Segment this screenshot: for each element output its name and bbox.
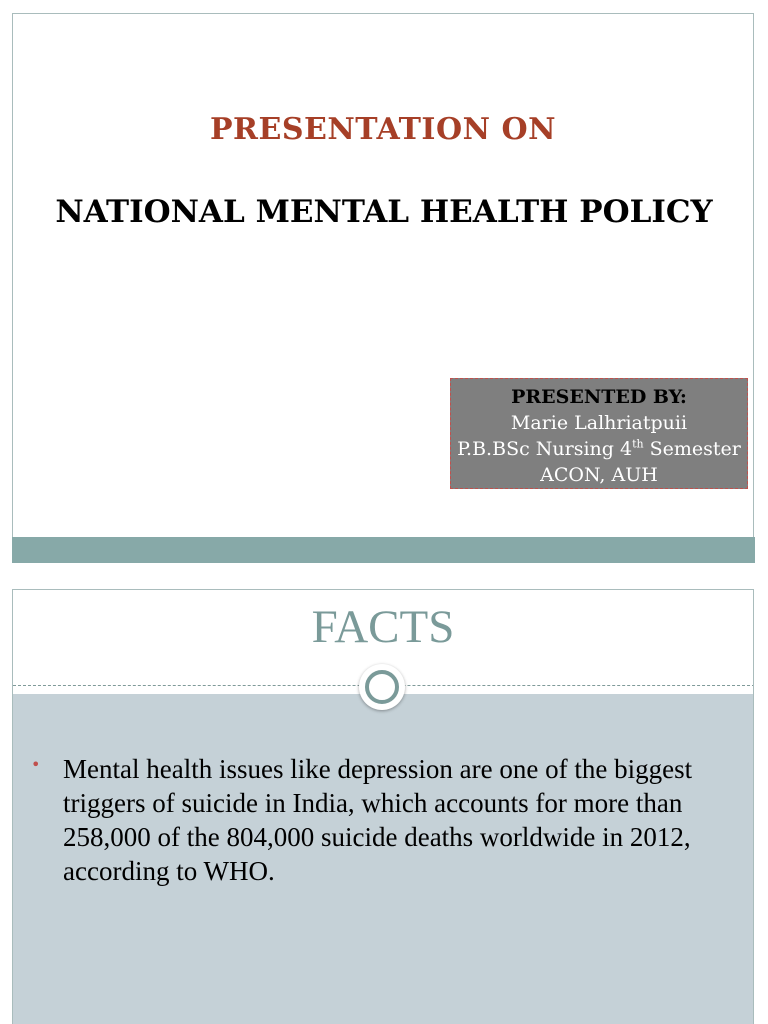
circle-ornament-icon <box>359 664 405 710</box>
course-prefix: P.B.BSc Nursing 4 <box>457 438 633 460</box>
slide-1 <box>12 13 754 563</box>
presenter-institution: ACON, AUH <box>540 464 658 486</box>
presenter-label: PRESENTED BY: <box>511 386 687 408</box>
slide-title: NATIONAL MENTAL HEALTH POLICY <box>55 194 713 230</box>
slide-footer-bar <box>12 537 755 563</box>
bullet-icon: • <box>31 755 41 774</box>
ring-icon <box>365 670 399 704</box>
presenter-box <box>450 378 748 489</box>
presenter-course <box>451 436 747 462</box>
bullet-text: Mental health issues like depression are one of the biggest triggers of suicide in India, which accounts for more than 258,000 of the 804,000 suicide deaths worldwide in 2012, according to WHO. <box>63 754 693 886</box>
slide-2 <box>12 589 754 1024</box>
slide-heading: FACTS <box>311 601 455 653</box>
presenter-name: Marie Lalhriatpuii <box>510 412 688 434</box>
course-ordinal: th <box>632 437 644 451</box>
slide-subtitle: PRESENTATION ON <box>209 112 557 147</box>
course-suffix: Semester <box>643 438 741 460</box>
